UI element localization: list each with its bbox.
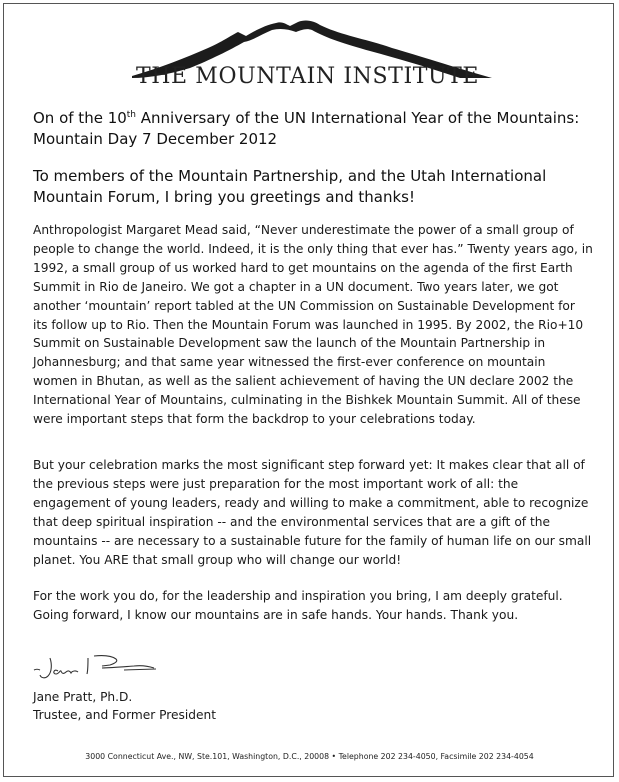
body-paragraph-3: For the work you do, for the leadership and inspiration you bring, I am deeply grateful. Going forward, I know our mountains are in safe hands. Your hands. Thank you. [33,589,563,622]
logo-text: THE MOUNTAIN INSTITUTE [136,64,480,89]
body-paragraph-1: Anthropologist Margaret Mead said, “Never underestimate the power of a small group of people to change the world. Indeed, it is the only thing that ever has.” Twenty years ago, in 1992, a small group of us worked hard to get mountains on the agenda of the first Earth Summit in Rio de Janeiro. We got a chapter in a UN document. Two years later, we got another ‘mountain’ report tabled at the UN Commission on Sustainable Development for its follow up to Rio. Then the Mountain Forum was launched in 1995. By 2002, the Rio+10 Summit on Sustainable Development saw the launch of the Mountain Partnership in Johannesburg; and that same year witnessed the first-ever conference on mountain women in Bhutan, as well as the salient achievement of having the UN declare 2002 the International Year of Mountains, culminating in the Bishkek Mountain Summit. All of these were important steps that form the backdrop to your celebrations today. [33,223,593,427]
signatory-name: Jane Pratt, Ph.D. [33,690,133,704]
logo [130,18,496,90]
anniversary-heading-part2: Anniversary of the UN International Year of the Mountains: Mountain Day 7 December 2012 [33,109,580,148]
footer-address: 3000 Connecticut Ave., NW, Ste.101, Washington, D.C., 20008 • Telephone 202 234-4050, Facsimile 202 234-4054 [85,752,534,761]
anniversary-heading-part1: On of the 10 [33,109,127,127]
greeting-heading: To members of the Mountain Partnership, and the Utah International Mountain Forum, I bring you greetings and thanks! [33,167,547,206]
handwritten-signature [30,652,170,686]
signatory-title: Trustee, and Former President [33,708,216,722]
anniversary-heading [33,108,593,150]
ordinal-suffix: th [126,110,137,120]
body-paragraph-2: But your celebration marks the most significant step forward yet: It makes clear that all of the previous steps were just preparation for the most important work of all: the engagement of young leaders, ready and willing to make a commitment, able to recognize that deep spiritual inspiration -- and the environmental services that are a gift of the mountains -- are necessary to a sustainable future for the family of human life on our small planet. You ARE that small group who will change our world! [33,458,592,567]
